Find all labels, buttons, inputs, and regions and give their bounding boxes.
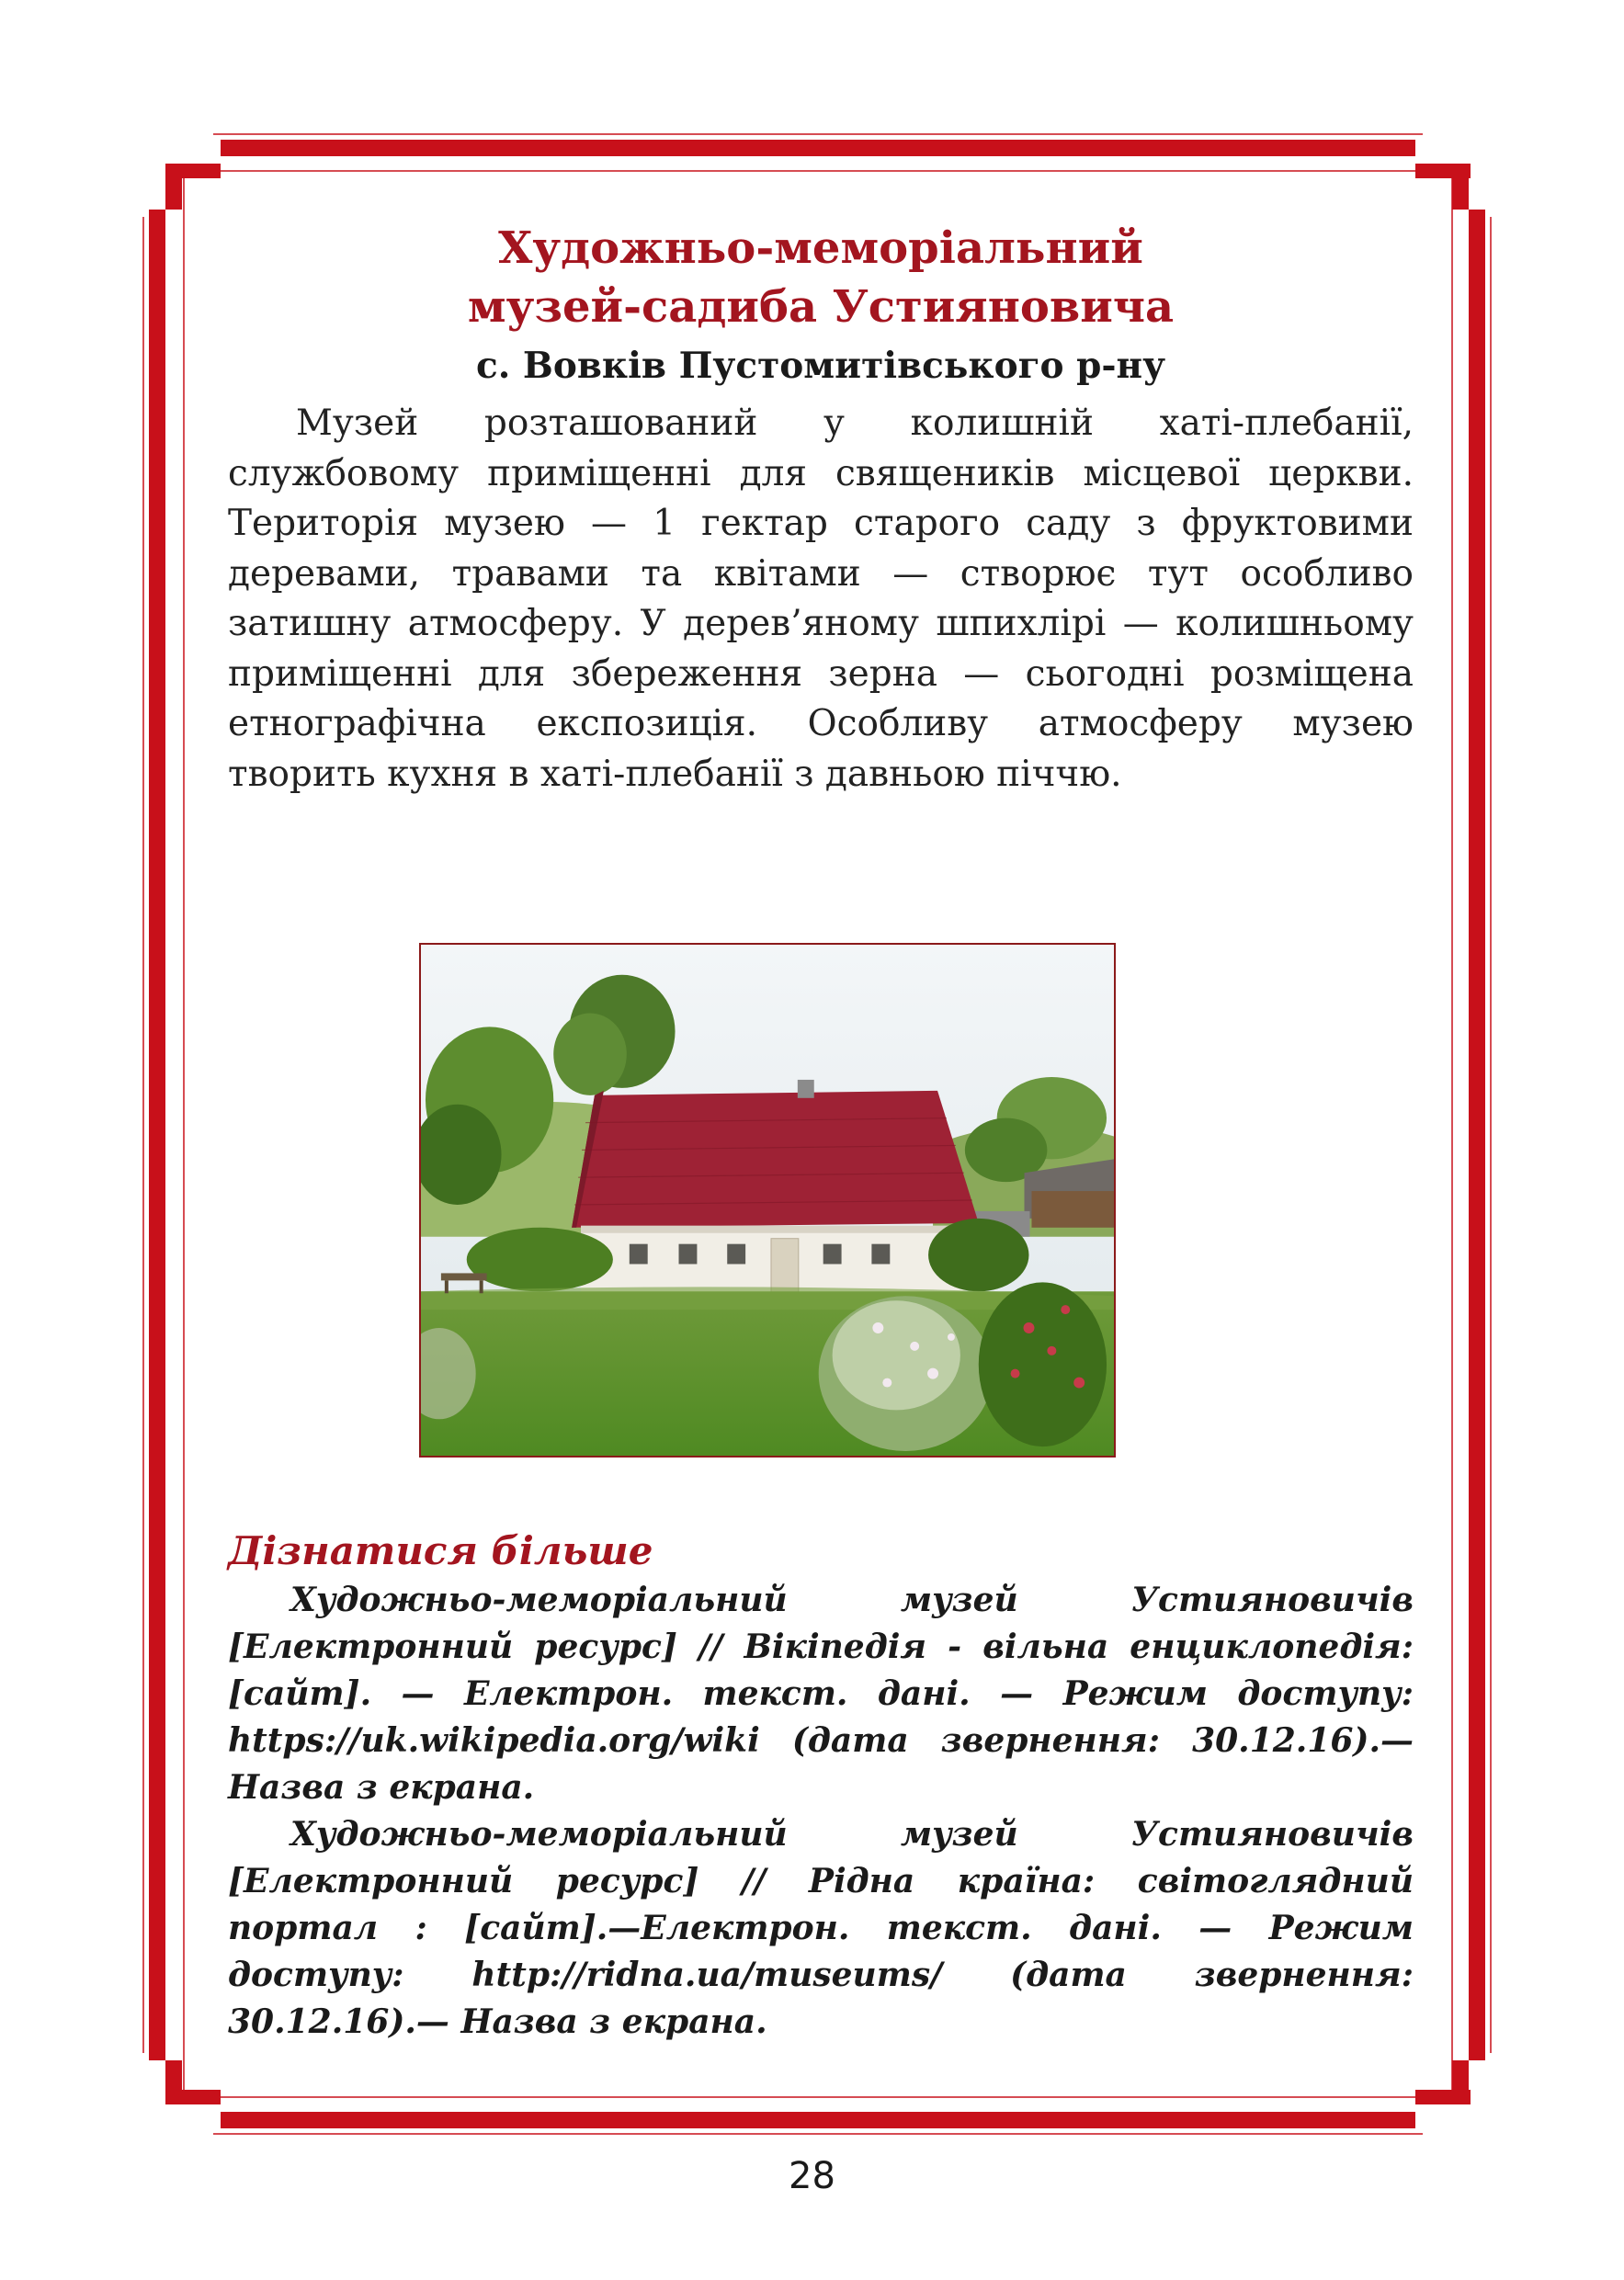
reference-item: Художньо-меморіальний музей Устияновичів [Електронний ресурс] // Вікіпедія - вільна енциклопедія: [сайт]. — Електрон. текст. дані. — Режим доступу: https://uk.wikipedia.org/wiki (дата звернення: 30.12.16).— Назва з екрана.: [228, 1581, 1414, 1807]
learn-more-heading: Дізнатися більше: [228, 1528, 653, 1573]
page-number: 28: [789, 2155, 835, 2197]
title-line-1: Художньо-меморіальний: [498, 222, 1143, 274]
museum-house-photo: [419, 943, 1116, 1458]
reference-item: Художньо-меморіальний музей Устияновичів [Електронний ресурс] // Рідна країна: світоглядний портал : [сайт].—Електрон. текст. дані. — Режим доступу: http://ridna.ua/museums/ (дата звернення: 30.12.16).— Назва з екрана.: [228, 1815, 1414, 2041]
title-line-2: музей-садиба Устияновича: [467, 281, 1175, 333]
references-list: [228, 1577, 1414, 2046]
museum-title: [228, 219, 1414, 336]
museum-location: с. Вовків Пустомитівського р-ну: [475, 345, 1166, 387]
museum-description: Музей розташований у колишній хаті-плебанії, службовому приміщенні для священиків місцевої церкви. Територія музею — 1 гектар старого саду з фруктовими деревами, травами та квітами — створює тут особливо затишну атмосферу. У дерев’яному шпихлірі — колишньому приміщенні для збереження зерна — сьогодні розміщена етнографічна експозиція. Особливу атмосферу музею творить кухня в хаті-плебанії з давньою піччю.: [228, 403, 1414, 795]
page-content: [228, 219, 1414, 2041]
